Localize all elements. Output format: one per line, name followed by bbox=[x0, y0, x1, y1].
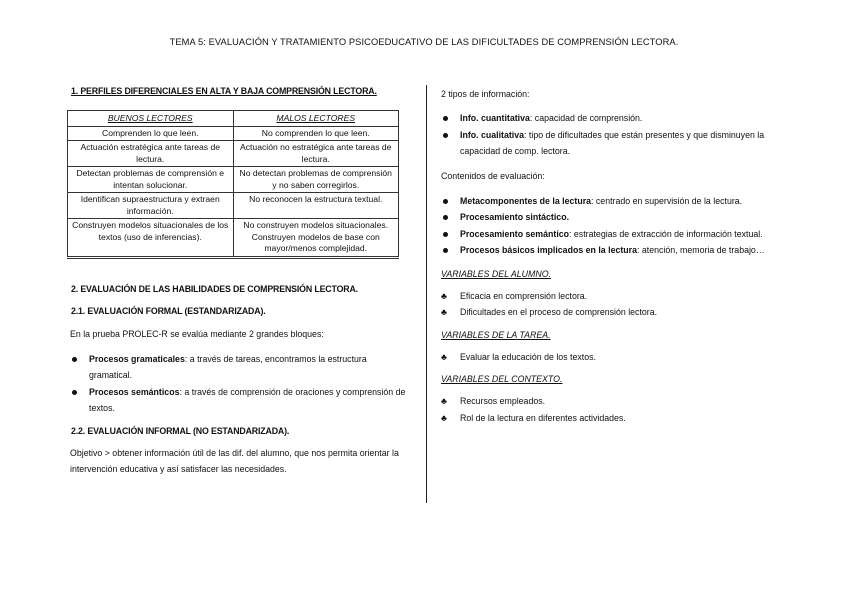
list-item-text: : a través de tareas, encontramos la estructura gramatical. bbox=[89, 353, 367, 380]
list-item-text: : atención, memoria de trabajo… bbox=[637, 245, 765, 255]
list-item-text: Recursos empleados. bbox=[460, 396, 546, 406]
list-item bbox=[441, 393, 791, 410]
bullet-dot-icon bbox=[72, 357, 77, 362]
list-item-text: : tipo de dificultades que están presentes y que disminuyen la capacidad de comp. lectora. bbox=[460, 129, 765, 156]
page-title: TEMA 5: EVALUACIÓN Y TRATAMIENTO PSICOEDUCATIVO DE LAS DIFICULTADES DE COMPRENSIÓN LECTORA. bbox=[169, 37, 679, 47]
list-item bbox=[441, 226, 791, 243]
bullet-dot-icon bbox=[443, 248, 448, 253]
table-header-row bbox=[68, 111, 399, 127]
list-item-term: Info. cuantitativa bbox=[460, 113, 530, 123]
table-row bbox=[68, 126, 399, 141]
table-header-bad-readers: MALOS LECTORES bbox=[233, 111, 399, 127]
list-item-text: : centrado en supervisión de la lectura. bbox=[591, 195, 743, 206]
club-icon: ♣ bbox=[441, 307, 447, 317]
table-cell: Construyen modelos situacionales de los textos (uso de inferencias). bbox=[68, 219, 234, 258]
table-cell: Actuación no estratégica ante tareas de lectura. bbox=[233, 141, 399, 167]
bullet-dot-icon bbox=[443, 215, 448, 220]
contents-list bbox=[441, 193, 791, 259]
student-variables-heading: VARIABLES DEL ALUMNO. bbox=[441, 268, 552, 279]
section1-heading: 1. PERFILES DIFERENCIALES EN ALTA Y BAJA COMPRENSIÓN LECTORA. bbox=[71, 86, 377, 96]
context-variables-list bbox=[441, 393, 791, 426]
list-item-term: Procesos gramaticales bbox=[89, 353, 185, 364]
contents-intro: Contenidos de evaluación: bbox=[441, 170, 545, 181]
club-icon: ♣ bbox=[441, 351, 447, 362]
list-item bbox=[441, 242, 791, 259]
list-item-term: Procesamiento sintáctico. bbox=[460, 212, 570, 222]
bullet-dot-icon bbox=[443, 199, 448, 204]
list-item bbox=[441, 288, 791, 305]
bullet-dot-icon bbox=[443, 133, 448, 138]
list-item bbox=[441, 304, 791, 321]
list-item-text: : estrategias de extracción de información textual. bbox=[569, 228, 763, 239]
column-divider bbox=[426, 85, 427, 503]
table-row bbox=[68, 193, 399, 219]
table-cell: No comprenden lo que leen. bbox=[233, 126, 399, 141]
student-variables-list bbox=[441, 288, 791, 321]
table-cell: No reconocen la estructura textual. bbox=[233, 193, 399, 219]
objective-text: Objetivo > obtener información útil de las dif. del alumno, que nos permita orientar la intervención educativa y así satisfacer las necesidades. bbox=[70, 447, 399, 474]
list-item-text: : a través de comprensión de oraciones y comprensión de textos. bbox=[89, 386, 406, 413]
list-item-text: Rol de la lectura en diferentes actividades. bbox=[460, 412, 626, 423]
bullet-dot-icon bbox=[72, 390, 77, 395]
list-item bbox=[70, 384, 412, 417]
list-item-term: Procesos semánticos bbox=[89, 386, 180, 397]
table-header-good-readers: BUENOS LECTORES bbox=[68, 111, 234, 127]
bullet-dot-icon bbox=[443, 116, 448, 121]
context-variables-heading: VARIABLES DEL CONTEXTO. bbox=[441, 374, 563, 384]
table-cell: No detectan problemas de comprensión y no saben corregirlos. bbox=[233, 167, 399, 193]
list-item-text: Eficacia en comprensión lectora. bbox=[460, 290, 588, 301]
list-item bbox=[441, 193, 791, 210]
list-item bbox=[70, 351, 412, 384]
table-cell: Detectan problemas de comprensión e intentan solucionar. bbox=[68, 167, 234, 193]
right-column bbox=[441, 86, 791, 426]
club-icon: ♣ bbox=[441, 412, 447, 423]
task-variables-heading: VARIABLES DE LA TAREA. bbox=[441, 329, 551, 340]
table-cell: Comprenden lo que leen. bbox=[68, 126, 234, 141]
list-item bbox=[441, 127, 791, 160]
list-item-text: Evaluar la educación de los textos. bbox=[460, 351, 596, 362]
info-intro: 2 tipos de información: bbox=[441, 89, 530, 99]
table-row bbox=[68, 167, 399, 193]
table-row bbox=[68, 141, 399, 167]
club-icon: ♣ bbox=[441, 290, 447, 301]
table-cell: No construyen modelos situacionales. Construyen modelos de base con mayor/menos complejidad. bbox=[233, 219, 399, 258]
list-item-term: Procesamiento semántico bbox=[460, 228, 570, 239]
task-variables-list bbox=[441, 349, 791, 366]
info-types-list bbox=[441, 110, 791, 160]
list-item bbox=[441, 110, 791, 127]
club-icon: ♣ bbox=[441, 396, 447, 406]
section21-heading: 2.1. EVALUACIÓN FORMAL (ESTANDARIZADA). bbox=[71, 305, 266, 316]
prolec-intro: En la prueba PROLEC-R se evalúa mediante 2 grandes bloques: bbox=[70, 328, 324, 339]
list-item-text: Dificultades en el proceso de comprensión lectora. bbox=[460, 307, 658, 317]
list-item bbox=[441, 349, 791, 366]
list-item bbox=[441, 410, 791, 427]
prolec-blocks-list bbox=[70, 351, 412, 417]
left-column bbox=[70, 86, 412, 477]
bullet-dot-icon bbox=[443, 232, 448, 237]
list-item-term: Procesos básicos implicados en la lectura bbox=[460, 245, 637, 255]
table-cell: Identifican supraestructura y extraen información. bbox=[68, 193, 234, 219]
table-cell: Actuación estratégica ante tareas de lectura. bbox=[68, 141, 234, 167]
section2-heading: 2. EVALUACIÓN DE LAS HABILIDADES DE COMPRENSIÓN LECTORA. bbox=[71, 283, 358, 294]
list-item-term: Info. cualitativa bbox=[460, 129, 525, 140]
profiles-table bbox=[67, 110, 399, 259]
section22-heading: 2.2. EVALUACIÓN INFORMAL (NO ESTANDARIZADA). bbox=[71, 425, 290, 436]
list-item-term: Metacomponentes de la lectura bbox=[460, 195, 592, 206]
table-row bbox=[68, 219, 399, 258]
list-item bbox=[441, 209, 791, 226]
list-item-text: : capacidad de comprensión. bbox=[529, 113, 643, 123]
